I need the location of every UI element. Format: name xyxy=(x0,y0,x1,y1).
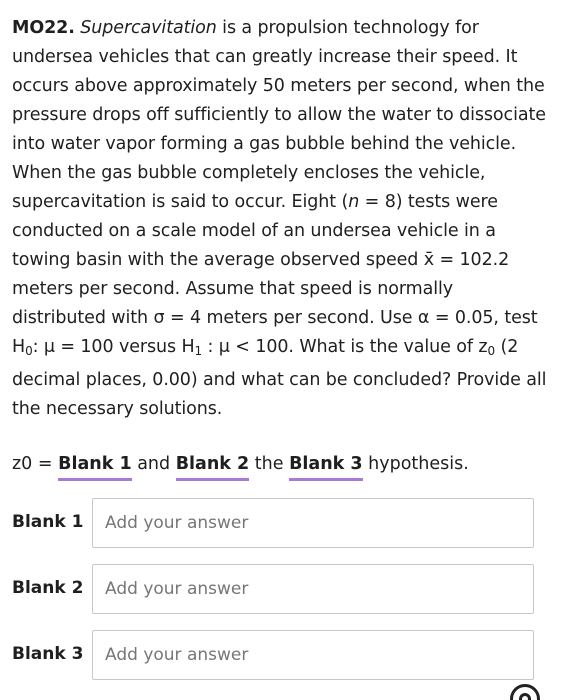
question-text-part-2: = 8) tests were conducted on a scale model of an undersea vehicle in a towing basin with the average observed speed x̄ = 102.2 meters per second. Assume that speed is normally distributed with σ = 4 meters per second. Use α = 0.05, test H xyxy=(12,192,538,357)
sentence-and: and xyxy=(131,454,176,474)
sentence-prefix: z0 = xyxy=(12,454,59,474)
circle-icon[interactable] xyxy=(510,684,540,700)
question-id: MO22. xyxy=(12,18,75,38)
answer-row-blank-3 xyxy=(12,630,536,682)
question-text-part-1: is a propulsion technology for undersea vehicles that can greatly increase their speed. It occurs above approximately 50 meters per second, when the pressure drops off sufficiently to allow the water to dissociate into water vapor forming a gas bubble behind the vehicle. When the gas bubble completely encloses the vehicle, supercavitation is said to occur. Eight ( xyxy=(12,18,546,212)
sentence-the: the xyxy=(249,454,290,474)
question-text-part-4: : μ < 100. What is the value of z xyxy=(202,337,488,357)
question-paragraph xyxy=(12,14,552,424)
answer-input-blank-1[interactable] xyxy=(92,498,534,548)
question-term: Supercavitation xyxy=(80,18,217,38)
z-subscript: 0 xyxy=(487,344,496,358)
answer-label-blank-1: Blank 1 xyxy=(12,512,84,532)
answer-row-blank-1 xyxy=(12,498,536,550)
question-text-part-5: (2 decimal places, 0.00) and what can be concluded? Provide all the necessary solutions. xyxy=(12,337,547,419)
blank-1-link[interactable]: Blank 1 xyxy=(58,452,132,481)
h1-subscript: 1 xyxy=(194,344,203,358)
blank-2-link[interactable]: Blank 2 xyxy=(176,452,250,481)
answer-input-blank-2[interactable] xyxy=(92,564,534,614)
answer-label-blank-3: Blank 3 xyxy=(12,644,84,664)
blank-3-link[interactable]: Blank 3 xyxy=(289,452,363,481)
answer-row-blank-2 xyxy=(12,564,536,616)
answer-input-blank-3[interactable] xyxy=(92,630,534,680)
h0-subscript: 0 xyxy=(25,344,33,358)
sample-size-variable: n xyxy=(348,192,360,212)
question-text xyxy=(12,14,552,424)
answer-label-blank-2: Blank 2 xyxy=(12,578,84,598)
sentence-suffix: hypothesis. xyxy=(362,454,469,474)
question-text-part-3: : μ = 100 versus H xyxy=(32,337,195,357)
fill-in-sentence xyxy=(12,450,469,481)
